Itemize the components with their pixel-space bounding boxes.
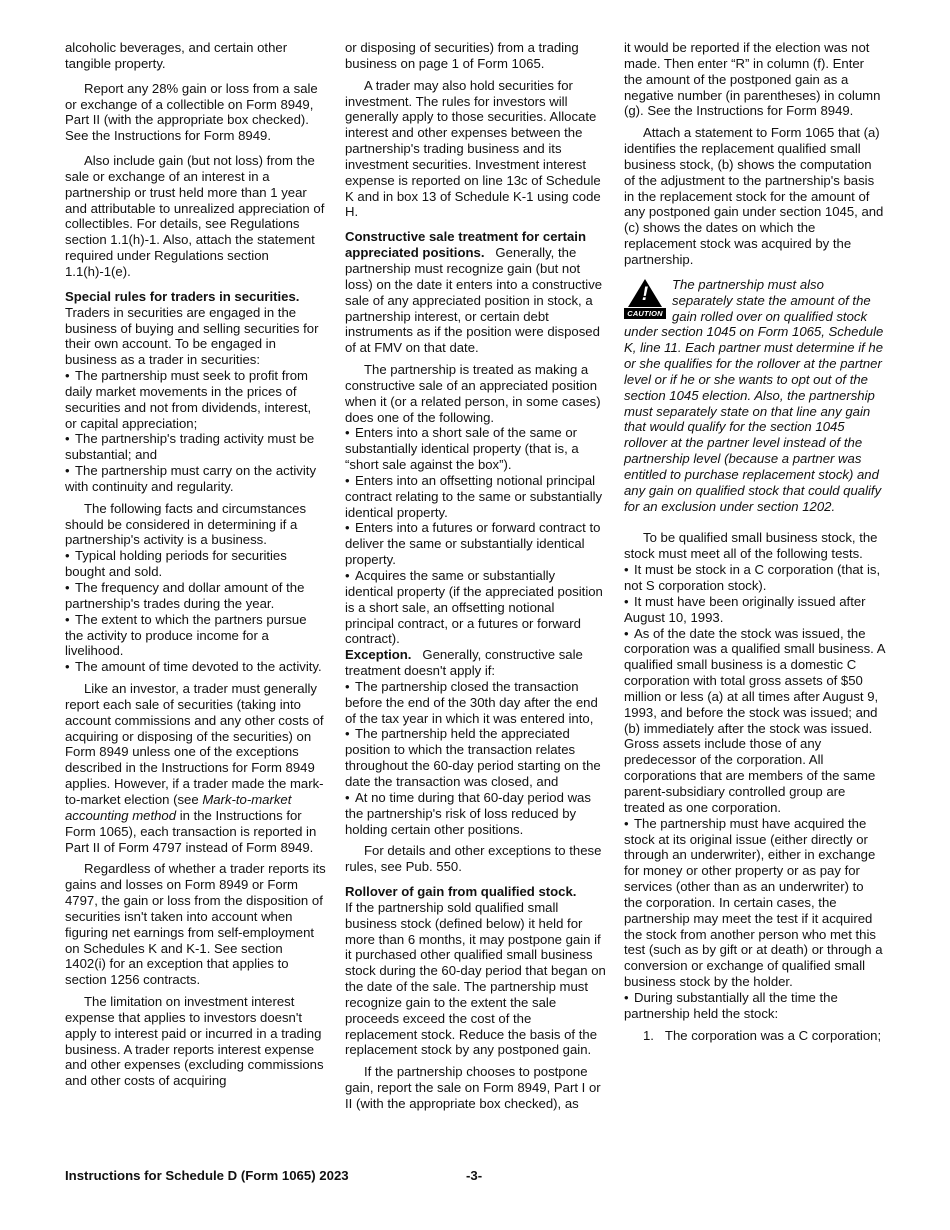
- caution-label: CAUTION: [624, 308, 666, 319]
- bullet-item: [624, 626, 885, 816]
- bullet-item: [65, 580, 326, 612]
- bullet-glyph: •: [624, 625, 629, 641]
- paragraph: [65, 681, 326, 855]
- footer-title: Instructions for Schedule D (Form 1065) 2023: [65, 1168, 349, 1183]
- text-column-middle: [345, 40, 606, 1112]
- paragraph: If the partnership chooses to postpone gain, report the sale on Form 8949, Part I or II (with the appropriate box checked), as: [345, 1064, 601, 1111]
- bullet-item: [624, 816, 885, 990]
- bullet-glyph: •: [65, 463, 70, 479]
- text-column-right: [624, 40, 885, 1043]
- paragraph: The partnership is treated as making a constructive sale of an appreciated position when it (or a related person, in some cases) does one of the following.: [345, 362, 601, 425]
- bullet-item: [345, 790, 606, 838]
- item-number: 1.: [643, 1027, 654, 1043]
- bullet-glyph: •: [345, 726, 350, 742]
- bullet-item: [624, 990, 885, 1022]
- section-heading: Rollover of gain from qualified stock.: [345, 884, 577, 900]
- bullet-text: The extent to which the partners pursue the activity to produce income for a livelihood.: [65, 611, 307, 659]
- paragraph-text: Like an investor, a trader must generally report each sale of securities (taking into account commissions and any other costs of acquiring or disposing of the securities) on Form 8949 unless one of the exceptions described in the Instructions for Form 8949 applies. However, if a trader made the mark-to-market election (see: [65, 681, 324, 807]
- caution-text: The partnership must also separately state the amount of the gain rolled over on qualified stock under section 1045 on Form 1065, Schedule K, line 11. Each partner must determine if he or she qualifies for the rollover at the partner level or if he or she wants to opt out of the section 1045 election. Also, the partnership must separately state on that line any gain that would qualify for the section 1045 rollover at the partner level instead of the partnership level (because a partner was entitled to purchase replacement stock) and any gain on qualified stock that could qualify for an exclusion under section 1202.: [624, 276, 884, 514]
- bullet-text: The partnership's trading activity must be substantial; and: [65, 431, 315, 463]
- paragraph-text: Generally, constructive sale treatment doesn't apply if:: [345, 647, 583, 679]
- bullet-glyph: •: [65, 580, 70, 595]
- bullet-glyph: •: [345, 678, 350, 694]
- paragraph: Attach a statement to Form 1065 that (a) identifies the replacement qualified small business stock, (b) shows the computation of the adjustment to the partnership's basis in the replacement stock for the amount of any postponed gain under section 1045, and (c) shows the dates on which the replacement stock was acquired by the partnership.: [624, 125, 884, 267]
- bullet-text: Enters into an offsetting notional principal contract relating to the same or substantially identical property.: [345, 472, 603, 520]
- bullet-item: [624, 562, 885, 594]
- paragraph-text: If the partnership sold qualified small business stock (defined below) it held for more than 6 months, it may postpone gain if it purchased other qualified small business stock during the 60-day period that began on the date of the sale. The partnership must recognize gain to the extent the sale proceeds exceed the cost of the replacement stock. Reduce the basis of the replacement stock by any postponed gain.: [345, 899, 606, 1058]
- bullet-text: As of the date the stock was issued, the corporation was a qualified small business. A qualified small business is a domestic C corporation with total gross assets of $50 million or less (a) at all times after August 9, 1993, and before the stock was issued; and (b) immediately after the stock was issued. Gross assets include those of any predecessor of the corporation. All corporations that are members of the same parent-subsidiary controlled group are treated as one corporation.: [624, 625, 885, 815]
- paragraph: A trader may also hold securities for investment. The rules for investors will generally apply to those securities. Allocate interest and other expenses between the partnership's trading business and its investment securities. Investment interest expense is reported on line 13c of Schedule K and in box 13 of Schedule K-1 using code H.: [345, 77, 601, 220]
- bullet-text: The amount of time devoted to the activity.: [75, 659, 322, 675]
- bullet-text: The partnership closed the transaction before the end of the 30th day after the end of the tax year in which it was entered into,: [345, 678, 598, 726]
- section-paragraph: [345, 229, 606, 356]
- section-heading: Special rules for traders in securities.: [65, 288, 300, 304]
- caution-icon: [624, 279, 666, 321]
- paragraph: alcoholic beverages, and certain other tangible property.: [65, 40, 288, 71]
- bullet-text: During substantially all the time the partnership held the stock:: [624, 989, 838, 1021]
- bullet-glyph: •: [65, 548, 70, 564]
- bullet-item: [65, 463, 326, 495]
- bullet-glyph: •: [624, 562, 629, 578]
- bullet-glyph: •: [345, 568, 350, 583]
- bullet-glyph: •: [345, 520, 350, 536]
- paragraph-text: Traders in securities are engaged in the business of buying and selling securities for their own account. To be engaged in business as a trader in securities:: [65, 304, 319, 368]
- bullet-glyph: •: [624, 989, 629, 1005]
- section-paragraph: [345, 647, 606, 679]
- text-column-left: [65, 40, 326, 1089]
- bullet-text: The partnership must carry on the activity with continuity and regularity.: [65, 463, 317, 494]
- bullet-text: Enters into a futures or forward contract to deliver the same or substantially identical property.: [345, 520, 601, 568]
- bullet-text: It must be stock in a C corporation (that is, not S corporation stock).: [624, 562, 881, 593]
- bullet-item: [345, 568, 606, 647]
- bullet-text: At no time during that 60-day period was the partnership's risk of loss reduced by holding certain other positions.: [345, 789, 591, 837]
- exclamation-glyph: !: [641, 283, 649, 305]
- bullet-glyph: •: [65, 659, 70, 675]
- bullet-glyph: •: [345, 472, 350, 488]
- bullet-item: [345, 473, 606, 521]
- bullet-text: Enters into a short sale of the same or substantially identical property (that is, a “short sale against the box”).: [345, 425, 579, 473]
- caution-note: [624, 277, 885, 515]
- numbered-item: [624, 1028, 885, 1044]
- section-paragraph: [65, 289, 326, 368]
- bullet-item: [65, 659, 326, 675]
- bullet-text: The partnership must seek to profit from daily market movements in the prices of securities and not from dividends, interest, or capital appreciation;: [65, 368, 312, 431]
- bullet-item: [624, 594, 885, 626]
- paragraph: The limitation on investment interest expense that applies to investors doesn't apply to interest paid or incurred in a trading business. A trader reports interest expense and other expenses (excluding commissions and other costs of acquiring: [65, 994, 324, 1089]
- paragraph: For details and other exceptions to these rules, see Pub. 550.: [345, 843, 602, 875]
- paragraph: The following facts and circumstances should be considered in determining if a partnership's activity is a business.: [65, 500, 307, 548]
- section-heading: Constructive sale treatment for certain appreciated positions.: [345, 229, 586, 261]
- bullet-item: [345, 726, 606, 789]
- italic-reference: Mark-to-market accounting method: [65, 791, 292, 823]
- paragraph-text: in the Instructions for Form 1065), each transaction is reported in Part II of Form 4797 instead of Form 8949.: [65, 807, 317, 855]
- bullet-text: Acquires the same or substantially identical property (if the appreciated position is a short sale, an offsetting notional principal contract, or a futures or forward contract).: [345, 568, 603, 647]
- bullet-item: [345, 679, 606, 727]
- bullet-glyph: •: [624, 593, 629, 609]
- paragraph: or disposing of securities) from a trading business on page 1 of Form 1065.: [345, 40, 579, 71]
- page-number: -3-: [466, 1168, 483, 1183]
- bullet-text: The partnership must have acquired the stock at its original issue (either directly or through an underwriter), either in exchange for money or other property or as pay for services (other than as an underwriter) to the corporation. In certain cases, the partnership may meet the test if it acquired the stock from another person who met this test (such as by gift or at death) or through a conversion or exchange of qualified small business stock by the holder.: [624, 815, 883, 990]
- section-paragraph: [345, 884, 606, 1058]
- bullet-glyph: •: [345, 425, 350, 441]
- item-text: The corporation was a C corporation;: [664, 1027, 882, 1043]
- bullet-glyph: •: [65, 368, 70, 384]
- bullet-text: The partnership held the appreciated position to which the transaction relates throughout the 60-day period starting on the date the transaction was closed, and: [345, 726, 601, 789]
- bullet-glyph: •: [65, 611, 70, 627]
- bullet-item: [65, 548, 326, 580]
- section-heading: Exception.: [345, 647, 412, 663]
- paragraph: Report any 28% gain or loss from a sale or exchange of a collectible on Form 8949, Part II (with the appropriate box checked). See the Instructions for Form 8949.: [65, 80, 318, 144]
- bullet-text: The frequency and dollar amount of the partnership's trades during the year.: [65, 580, 305, 611]
- bullet-item: [345, 425, 606, 473]
- bullet-glyph: •: [624, 815, 629, 831]
- bullet-glyph: •: [345, 789, 350, 805]
- bullet-item: [345, 520, 606, 568]
- bullet-text: It must have been originally issued after August 10, 1993.: [624, 593, 866, 625]
- bullet-item: [65, 612, 326, 660]
- bullet-text: Typical holding periods for securities bought and sold.: [65, 548, 287, 580]
- paragraph-text: Generally, the partnership must recognize gain (but not loss) on the date it enters into a constructive sale of any appreciated position in stock, a partnership interest, or certain debt instruments as if the position were disposed of at FMV on that date.: [345, 245, 603, 356]
- paragraph: Regardless of whether a trader reports its gains and losses on Form 8949 or Form 4797, the gain or loss from the disposition of securities isn't taken into account when figuring net earnings from self-employment on Schedules K and K-1. See section 1402(i) for an exception that applies to section 1256 contracts.: [65, 861, 326, 988]
- bullet-glyph: •: [65, 431, 70, 447]
- paragraph: To be qualified small business stock, the stock must meet all of the following tests.: [624, 530, 878, 562]
- paragraph: it would be reported if the election was not made. Then enter “R” in column (f). Enter the amount of the postponed gain as a negative number (in parentheses) in column (g). See the Instructions for Form 8949.: [624, 40, 881, 119]
- bullet-item: [65, 368, 326, 431]
- paragraph: Also include gain (but not loss) from the sale or exchange of an interest in a partnership or trust held more than 1 year and attributable to unrealized appreciation of collectibles. For details, see Regulations section 1.1(h)-1. Also, attach the statement required under Regulations section 1.1(h)-1(e).: [65, 153, 325, 279]
- bullet-item: [65, 431, 326, 463]
